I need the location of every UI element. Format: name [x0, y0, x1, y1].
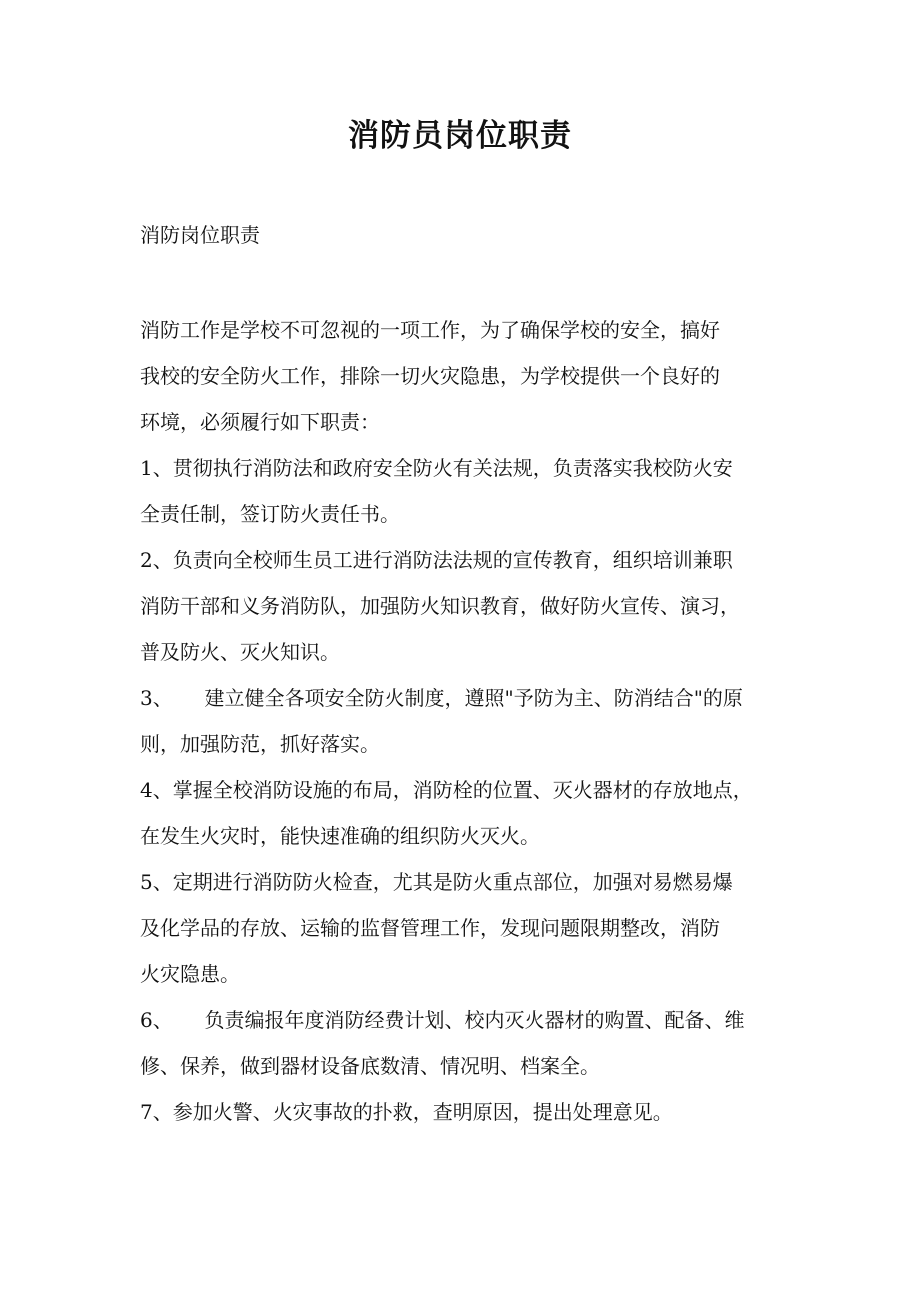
body-line: 火灾隐患。 — [140, 962, 240, 986]
body-line: 则，加强防范，抓好落实。 — [140, 732, 380, 756]
body-line: 1、贯彻执行消防法和政府安全防火有关法规，负责落实我校防火安 — [140, 456, 733, 480]
body-line: 普及防火、灭火知识。 — [140, 640, 340, 664]
body-line: 在发生火灾时，能快速准确的组织防火灭火。 — [140, 824, 540, 848]
body-line: 全责任制，签订防火责任书。 — [140, 502, 400, 526]
document-body — [140, 313, 792, 1141]
body-line: 2、负责向全校师生员工进行消防法法规的宣传教育，组织培训兼职 — [140, 548, 733, 572]
body-line: 6、 负责编报年度消防经费计划、校内灭火器材的购置、配备、维 — [140, 1008, 745, 1032]
body-line: 7、参加火警、火灾事故的扑救，查明原因，提出处理意见。 — [140, 1100, 673, 1124]
body-line: 环境，必须履行如下职责： — [140, 410, 380, 434]
body-line: 4、掌握全校消防设施的布局，消防栓的位置、灭火器材的存放地点， — [140, 778, 753, 802]
document-title: 消防员岗位职责 — [348, 118, 572, 154]
body-line: 修、保养，做到器材设备底数清、情况明、档案全。 — [140, 1054, 600, 1078]
document-subtitle: 消防岗位职责 — [140, 223, 260, 247]
body-line: 消防干部和义务消防队，加强防火知识教育，做好防火宣传、演习， — [140, 594, 740, 618]
body-line: 及化学品的存放、运输的监督管理工作，发现问题限期整改，消防 — [140, 916, 720, 940]
body-line: 3、 建立健全各项安全防火制度，遵照"予防为主、防消结合"的原 — [140, 686, 743, 710]
body-line: 5、定期进行消防防火检查，尤其是防火重点部位，加强对易燃易爆 — [140, 870, 733, 894]
body-line: 消防工作是学校不可忽视的一项工作，为了确保学校的安全，搞好 — [140, 318, 720, 342]
body-line: 我校的安全防火工作，排除一切火灾隐患，为学校提供一个良好的 — [140, 364, 720, 388]
